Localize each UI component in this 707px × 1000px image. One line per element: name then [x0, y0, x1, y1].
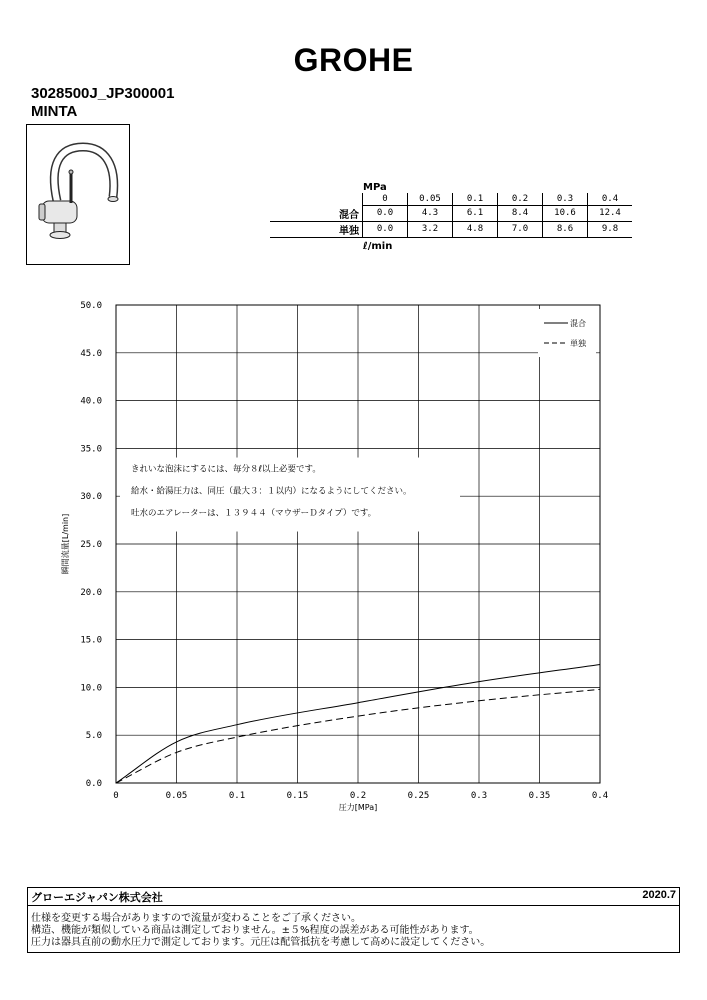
flow-cell: 9.8 [588, 221, 633, 237]
flow-table [270, 193, 632, 238]
x-tick-label: 0.05 [165, 791, 188, 801]
y-tick-label: 35.0 [80, 444, 102, 455]
table-row [270, 206, 632, 222]
table-row [270, 221, 632, 237]
y-tick-label: 50.0 [80, 301, 102, 311]
y-tick-label: 15.0 [80, 635, 102, 646]
publish-date: 2020.7 [642, 889, 676, 901]
x-tick-label: 0.15 [286, 791, 309, 801]
row-label: 混合 [270, 206, 363, 222]
product-id [31, 85, 174, 121]
faucet-illustration [27, 125, 129, 264]
x-tick-label: 0.35 [528, 791, 551, 801]
y-tick-label: 5.0 [85, 731, 102, 742]
flow-cell: 10.6 [543, 206, 588, 222]
flow-cell: 8.6 [543, 221, 588, 237]
y-tick-label: 30.0 [80, 492, 102, 503]
pressure-cell: 0.05 [408, 193, 453, 206]
row-label: 単独 [270, 221, 363, 237]
pressure-cell: 0.2 [498, 193, 543, 206]
y-tick-label: 0.0 [85, 779, 102, 789]
flow-cell: 3.2 [408, 221, 453, 237]
x-tick-label: 0 [113, 791, 119, 801]
x-tick-label: 0.4 [591, 791, 609, 801]
flow-cell: 0.0 [363, 206, 408, 222]
flow-table-corner [270, 193, 363, 206]
x-tick-label: 0.2 [349, 791, 367, 801]
y-tick-label: 10.0 [80, 683, 102, 694]
flow-cell: 8.4 [498, 206, 543, 222]
x-tick-label: 0.3 [470, 791, 488, 801]
annotation-text: きれいな泡沫にするには、毎分８ℓ以上必要です。 [131, 464, 321, 475]
pressure-cell: 0.1 [453, 193, 498, 206]
flow-table-header [270, 193, 632, 206]
y-tick-label: 45.0 [80, 348, 102, 359]
annotation-text: 吐水のエアレーターは、１３９４４（マウザーＤタイプ）です。 [131, 508, 377, 519]
pressure-cell: 0.4 [588, 193, 633, 206]
model-name: MINTA [31, 103, 78, 120]
flow-cell: 12.4 [588, 206, 633, 222]
model-code: 3028500J_JP300001 [31, 85, 175, 102]
x-tick-label: 0.25 [407, 791, 430, 801]
x-axis-label: 圧力[MPa] [338, 803, 378, 812]
legend-label: 混合 [570, 319, 586, 328]
product-image [26, 124, 130, 265]
pressure-cell: 0.3 [543, 193, 588, 206]
flow-cell: 4.8 [453, 221, 498, 237]
flow-chart [0, 290, 707, 830]
y-tick-label: 20.0 [80, 587, 102, 598]
footer-note: 構造、機能が類似している商品は測定しておりません。±５%程度の誤差がある可能性があります。 [31, 925, 479, 936]
y-tick-label: 25.0 [80, 540, 102, 550]
flow-cell: 4.3 [408, 206, 453, 222]
annotation-text: 給水・給湯圧力は、同圧（最大３：１以内）になるようにしてください。 [131, 486, 412, 497]
footer-header [28, 888, 679, 906]
pressure-cell: 0 [363, 193, 408, 206]
flow-cell: 0.0 [363, 221, 408, 237]
footer-note: 仕様を変更する場合がありますので流量が変わることをご了承ください。 [31, 913, 361, 924]
legend-label: 単独 [570, 339, 586, 348]
y-tick-label: 40.0 [80, 396, 102, 407]
company-name: グローエジャパン株式会社 [31, 891, 163, 904]
flow-cell: 7.0 [498, 221, 543, 237]
y-axis-label: 瞬間流量[L/min] [61, 513, 70, 575]
flow-unit: ℓ/min [363, 241, 393, 252]
flow-cell: 6.1 [453, 206, 498, 222]
legend-box [538, 309, 596, 357]
footer [27, 887, 680, 953]
pressure-unit: MPa [363, 182, 387, 193]
footer-note: 圧力は器具直前の動水圧力で測定しております。元圧は配管抵抗を考慮して高めに設定してください。 [31, 937, 491, 948]
x-tick-label: 0.1 [228, 791, 246, 801]
brand-logo: GROHE [293, 42, 414, 78]
